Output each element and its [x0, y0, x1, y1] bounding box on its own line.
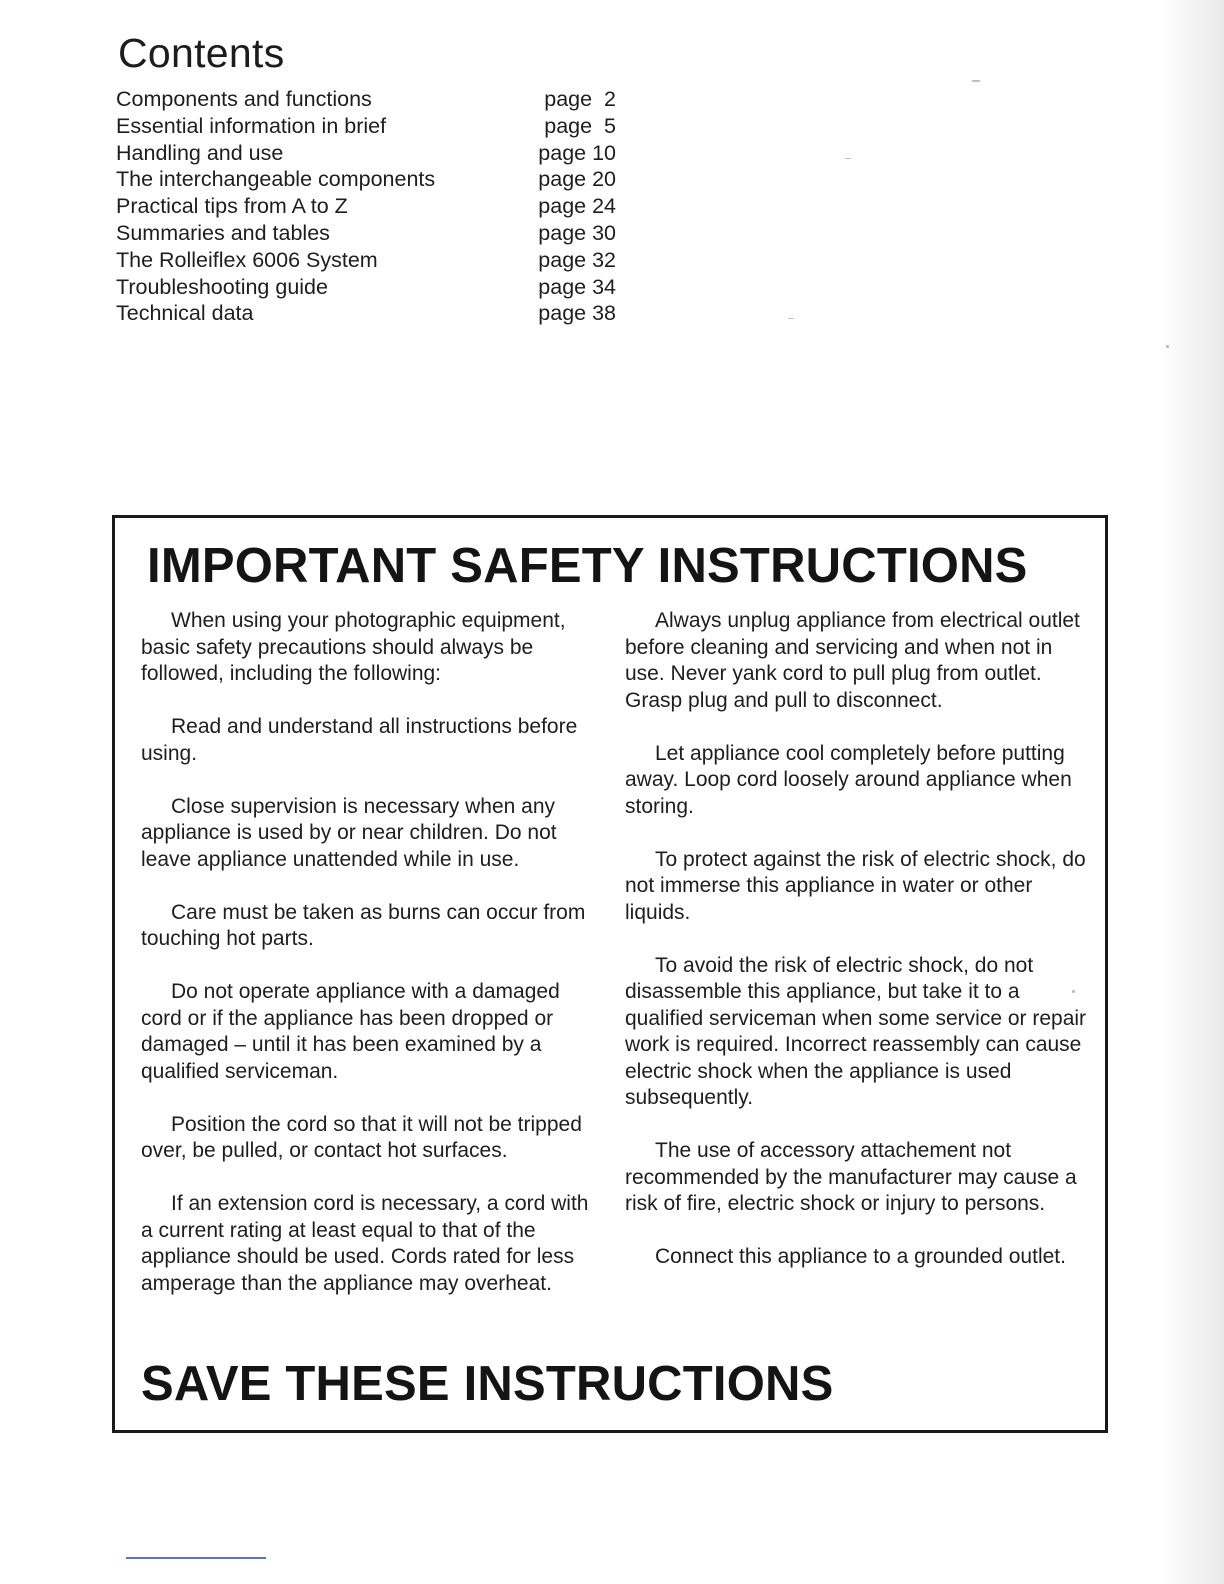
safety-paragraph: Always unplug appliance from electrical outlet before cleaning and servicing and when not in use. Never yank cord to pull plug from outlet. Grasp plug and pull to disconnect.	[625, 609, 1080, 712]
safety-paragraph: Do not operate appliance with a damaged cord or if the appliance has been dropped or damaged – until it has been examined by a qualified serviceman.	[141, 980, 560, 1083]
toc-entry-page: page 20	[538, 167, 616, 192]
safety-paragraph: Connect this appliance to a grounded outlet.	[655, 1245, 1066, 1268]
safety-paragraph: To avoid the risk of electric shock, do not disassemble this appliance, but take it to a qualified serviceman when some service or repair work is required. Incorrect reassembly can cause electric shock when the appliance is used subsequently.	[625, 953, 1087, 1109]
safety-paragraph: Position the cord so that it will not be tripped over, be pulled, or contact hot surfaces.	[141, 1112, 582, 1162]
safety-paragraph: Let appliance cool completely before putting away. Loop cord loosely around appliance when storing.	[625, 741, 1072, 818]
toc-entry-title: Practical tips from A to Z	[116, 194, 348, 219]
toc-entry-page: page 38	[538, 301, 616, 326]
safety-paragraph: When using your photographic equipment, basic safety precautions should always be followed, including the following:	[141, 609, 566, 685]
toc-entry-title: Components and functions	[116, 87, 372, 111]
safety-paragraph: Close supervision is necessary when any appliance is used by or near children. Do not leave appliance unattended while in use.	[141, 794, 557, 871]
toc-entry-title: Summaries and tables	[116, 220, 330, 245]
save-instructions-title: SAVE THESE INSTRUCTIONS	[141, 1357, 834, 1411]
toc-entry-page: page 34	[538, 274, 616, 299]
toc-entry	[116, 86, 616, 113]
toc-entry-page: page 10	[538, 140, 616, 165]
safety-paragraph: To protect against the risk of electric shock, do not immerse this appliance in water or other liquids.	[625, 847, 1086, 924]
toc-entry	[116, 166, 616, 193]
toc-entry	[116, 247, 616, 274]
toc-entry-page: page 2	[544, 87, 616, 111]
scan-speck	[788, 318, 794, 319]
safety-right-column	[625, 608, 1087, 1297]
safety-paragraph: Care must be taken as burns can occur from touching hot parts.	[141, 900, 586, 950]
toc-entry-page: page 24	[538, 194, 616, 219]
safety-instructions-box	[112, 515, 1108, 1433]
safety-paragraph: The use of accessory attachement not recommended by the manufacturer may cause a risk of fire, electric shock or injury to persons.	[625, 1139, 1077, 1215]
safety-paragraph: Read and understand all instructions before using.	[141, 715, 578, 765]
footer-rule	[126, 1557, 266, 1559]
toc-entry-title: Handling and use	[116, 140, 284, 165]
scan-speck	[972, 80, 980, 82]
toc-entry-page: page 32	[538, 247, 616, 272]
toc-entry-page: page 5	[544, 113, 616, 138]
scan-speck	[845, 158, 851, 159]
toc-entry	[116, 113, 616, 140]
toc-entry-page: page 30	[538, 220, 616, 245]
toc-entry	[116, 300, 616, 327]
toc-entry	[116, 140, 616, 167]
safety-title: IMPORTANT SAFETY INSTRUCTIONS	[147, 539, 1028, 593]
safety-paragraph: If an extension cord is necessary, a cord with a current rating at least equal to that of the appliance should be used. Cords rated for less amperage than the appliance may overheat.	[141, 1192, 589, 1295]
safety-left-column	[141, 608, 603, 1324]
table-of-contents	[116, 86, 616, 327]
toc-entry-title: Technical data	[116, 301, 254, 326]
toc-entry	[116, 274, 616, 301]
toc-entry-title: Troubleshooting guide	[116, 274, 328, 299]
scan-speck	[1072, 990, 1075, 993]
toc-entry-title: Essential information in brief	[116, 113, 387, 138]
contents-title: Contents	[118, 30, 285, 76]
scan-edge-shadow	[1162, 0, 1224, 1584]
toc-entry-title: The interchangeable components	[116, 167, 436, 192]
toc-entry	[116, 220, 616, 247]
toc-entry-title: The Rolleiflex 6006 System	[116, 247, 378, 272]
toc-entry	[116, 193, 616, 220]
scan-speck	[1166, 345, 1169, 348]
